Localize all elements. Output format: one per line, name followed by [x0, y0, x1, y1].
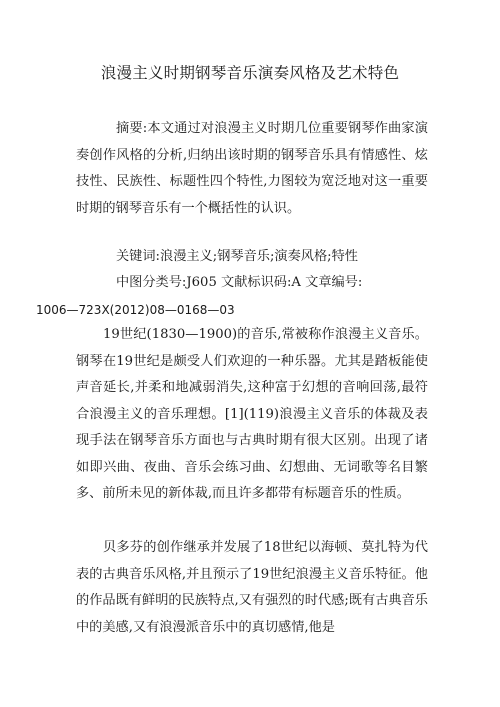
article-title: 浪漫主义时期钢琴音乐演奏风格及艺术特色 [100, 64, 400, 82]
classification-info [36, 270, 428, 323]
body-paragraph-1: 19世纪(1830—1900)的音乐,常被称作浪漫主义音乐。钢琴在19世纪是颇受人们欢迎的一种乐器。尤其是踏板能使声音延长,并柔和地减弱消失,这种富于幻想的音响回荡,最符合浪漫主义的音乐理想。[1](119)浪漫主义音乐的体裁及表现手法在钢琴音乐方面也与古典时期有很大区别。出现了诸如即兴曲、夜曲、音乐会练习曲、幻想曲、无词歌等名目繁多、前所未见的新体裁,而且许多都带有标题音乐的性质。 [76, 327, 428, 501]
keywords-line: 关键词:浪漫主义;钢琴音乐;演奏风格;特性 [116, 249, 358, 264]
abstract-paragraph: 摘要:本文通过对浪漫主义时期几位重要钢琴作曲家演奏创作风格的分析,归纳出该时期的钢琴音乐具有情感性、炫技性、民族性、标题性四个特性,力图较为宽泛地对这一重要时期的钢琴音乐有一个概括性的认识。 [76, 121, 428, 216]
classification-line-2: 1006—723X(2012)08—0168—03 [36, 302, 235, 317]
body-paragraph-2: 贝多芬的创作继承并发展了18世纪以海顿、莫扎特为代表的古典音乐风格,并且预示了19世纪浪漫主义音乐特征。他的作品既有鲜明的民族特点,又有强烈的时代感;既有古典音乐中的美感,又有浪漫派音乐中的真切感情,他是 [76, 540, 428, 635]
classification-line-1: 中图分类号:J605 文献标识码:A 文章编号: [116, 275, 363, 290]
